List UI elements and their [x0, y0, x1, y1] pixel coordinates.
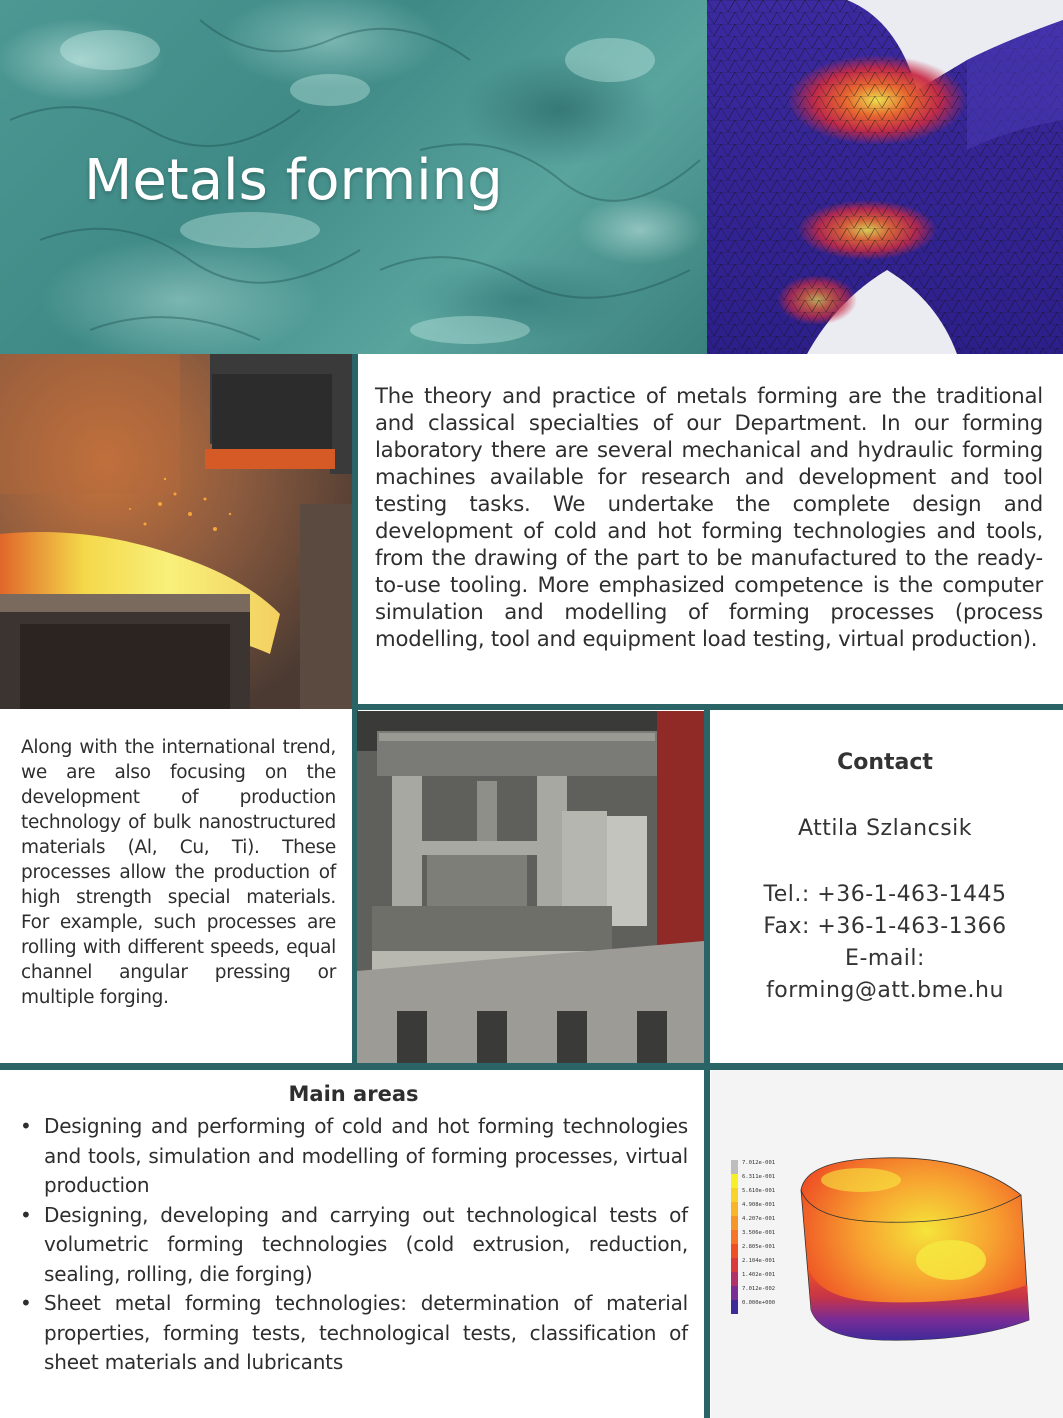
legend-swatch — [731, 1160, 738, 1174]
legend-label: 3.506e-001 — [742, 1230, 776, 1236]
legend-swatch — [731, 1286, 738, 1300]
legend-swatch — [731, 1202, 738, 1216]
list-item-text: Sheet metal forming technologies: determination of material properties, forming tests, technological tests, classification of sheet materials and lubricants — [44, 1291, 688, 1374]
legend-label: 4.207e-001 — [742, 1216, 776, 1222]
legend-label: 2.104e-001 — [742, 1258, 776, 1264]
legend-label: 5.610e-001 — [742, 1188, 776, 1194]
bullet: • — [20, 1114, 32, 1138]
contact-name: Attila Szlancsik — [797, 816, 973, 841]
main-areas-list — [20, 1112, 688, 1378]
hero-banner — [0, 0, 707, 354]
legend-label: 4.908e-001 — [742, 1202, 776, 1208]
legend-label: 0.000e+000 — [742, 1300, 776, 1306]
legend-swatch — [731, 1300, 738, 1314]
nano-paragraph: Along with the international trend, we are also focusing on the development of production technology of bulk nanostructured materials (Al, Cu, Ti). These processes allow the production of high strength special materials. For example, such processes are rolling with different speeds, equal channel angular pressing or multiple forging. — [21, 737, 336, 1008]
contact-fax: Fax: +36-1-463-1366 — [763, 914, 1007, 939]
main-areas-title: Main areas — [288, 1082, 419, 1106]
legend-swatch — [731, 1230, 738, 1244]
cup-simulation-image — [711, 1070, 1063, 1418]
contact-tel: Tel.: +36-1-463-1445 — [763, 882, 1007, 907]
legend-swatch — [731, 1188, 738, 1202]
contact-email[interactable]: forming@att.bme.hu — [766, 978, 1004, 1003]
list-item — [20, 1289, 688, 1378]
list-item-text: Designing and performing of cold and hot forming technologies and tools, simulation and modelling of forming processes, virtual production — [44, 1114, 688, 1197]
legend-label: 1.402e-001 — [742, 1272, 776, 1278]
press-machine-photo — [357, 711, 704, 1063]
contact-panel — [707, 750, 1063, 1007]
legend-label: 7.012e-002 — [742, 1286, 776, 1292]
legend-label: 6.311e-001 — [742, 1174, 776, 1180]
legend-swatch — [731, 1272, 738, 1286]
bullet: • — [20, 1202, 32, 1227]
fem-simulation-image — [707, 0, 1063, 354]
list-item-text: Designing, developing and carrying out technological tests of volumetric forming technologies (cold extrusion, reduction, sealing, rolling, die forging) — [44, 1202, 688, 1286]
legend-swatch — [731, 1258, 738, 1272]
divider — [352, 354, 358, 710]
page-title: Metals forming — [84, 148, 503, 213]
legend-swatch — [731, 1174, 738, 1188]
intro-paragraph: The theory and practice of metals forming are the traditional and classical specialties of our Department. In our forming laboratory there are several mechanical and hydraulic forming machines available for research and development and tool testing tasks. We undertake the complete design and development of cold and hot forming technologies and tools, from the drawing of the part to be manufactured to the ready-to-use tooling. More emphasized competence is the computer simulation and modelling of forming processes (process modelling, tool and equipment load testing, virtual production). — [375, 383, 1043, 651]
list-item — [20, 1201, 688, 1290]
legend-label: 2.805e-001 — [742, 1244, 776, 1250]
legend-swatch — [731, 1244, 738, 1258]
legend-label: 7.012e-001 — [742, 1160, 776, 1166]
divider — [0, 1063, 1063, 1070]
contact-title: Contact — [837, 750, 933, 775]
list-item — [20, 1112, 688, 1201]
forging-photo — [0, 354, 352, 709]
bullet: • — [20, 1291, 32, 1315]
contact-email-label: E-mail: — [845, 946, 925, 971]
legend-swatch — [731, 1216, 738, 1230]
